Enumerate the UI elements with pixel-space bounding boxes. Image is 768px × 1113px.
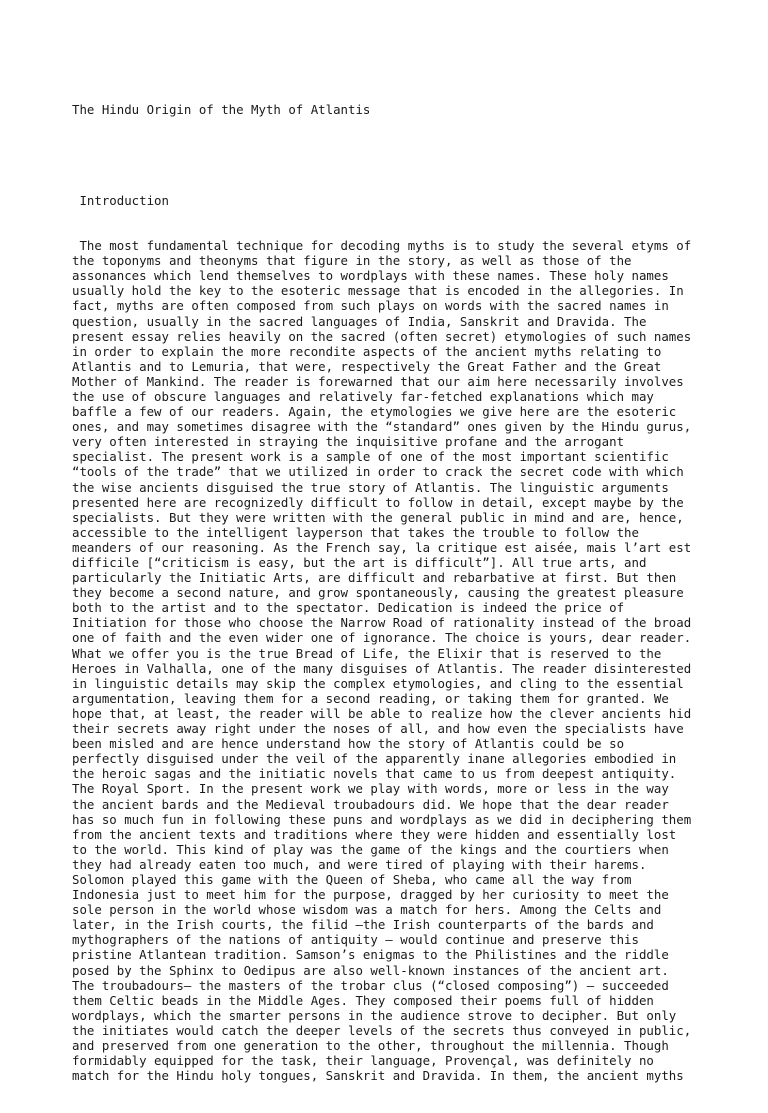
body-line: they become a second nature, and grow spontaneously, causing the greatest pleasure — [72, 585, 684, 601]
body-line: the toponyms and theonyms that figure in the story, as well as those of the — [72, 253, 632, 269]
body-line: hope that, at least, the reader will be able to realize how the clever ancients hid — [72, 705, 692, 721]
body-line: fact, myths are often composed from such plays on words with the sacred names in — [72, 298, 669, 314]
body-line: in linguistic details may skip the complex etymologies, and cling to the essential — [72, 675, 684, 691]
body-line: they had already eaten too much, and were tired of playing with their harems. — [72, 856, 647, 872]
body-line: The troubadours— the masters of the trobar clus (“closed composing”) — succeeded — [72, 977, 669, 993]
body-line: “tools of the trade” that we utilized in order to crack the secret code with which — [72, 464, 684, 480]
body-line: and preserved from one generation to the other, throughout the millennia. Though — [72, 1038, 669, 1053]
body-line: question, usually in the sacred languages of India, Sanskrit and Dravida. The — [72, 313, 647, 329]
document-text — [72, 72, 712, 1113]
body-line: been misled and are hence understand how the story of Atlantis could be so — [72, 736, 625, 752]
body-line: formidably equipped for the task, their language, Provençal, was definitely no — [72, 1053, 654, 1069]
body-line: The most fundamental technique for decoding myths is to study the several etyms of — [72, 238, 692, 254]
body-line: Heroes in Valhalla, one of the many disguises of Atlantis. The reader disinterested — [72, 660, 692, 676]
body-line: ones, and may sometimes disagree with the “standard” ones given by the Hindu gurus, — [72, 419, 692, 435]
body-line: accessible to the intelligent layperson that takes the trouble to follow the — [72, 524, 639, 540]
body-line: specialists. But they were written with the general public in mind and are, hence, — [72, 509, 684, 525]
body-line: Indonesia just to meet him for the purpose, dragged by her curiosity to meet the — [72, 887, 669, 903]
body-line: one of faith and the even wider one of ignorance. The choice is yours, dear reader. — [72, 630, 692, 646]
body-line: the use of obscure languages and relatively far-fetched explanations which may — [72, 388, 654, 404]
body-line: argumentation, leaving them for a second reading, or taking them for granted. We — [72, 690, 669, 706]
body-line: the wise ancients disguised the true story of Atlantis. The linguistic arguments — [72, 479, 669, 495]
body-line: very often interested in straying the inquisitive profane and the arrogant — [72, 434, 625, 450]
body-line: to the world. This kind of play was the game of the kings and the courtiers when — [72, 841, 669, 857]
body-line: pristine Atlantean tradition. Samson’s enigmas to the Philistines and the riddle — [72, 947, 669, 963]
body-line: posed by the Sphinx to Oedipus are also well-known instances of the ancient art. — [72, 962, 669, 978]
body-line: in order to explain the more recondite aspects of the ancient myths relating to — [72, 343, 662, 359]
body-line: later, in the Irish courts, the filid —the Irish counterparts of the bards and — [72, 917, 654, 933]
body-line: sole person in the world whose wisdom was a match for hers. Among the Celts and — [72, 902, 662, 918]
body-line: their secrets away right under the noses of all, and how even the specialists have — [72, 721, 684, 737]
body-line: usually hold the key to the esoteric message that is encoded in the allegories. In — [72, 283, 684, 299]
body-line: match for the Hindu holy tongues, Sanskrit and Dravida. In them, the ancient myths — [72, 1068, 684, 1084]
body-line: baffle a few of our readers. Again, the etymologies we give here are the esoteric — [72, 404, 677, 420]
body-line: the initiates would catch the deeper levels of the secrets thus conveyed in public, — [72, 1022, 692, 1038]
body-line: particularly the Initiatic Arts, are difficult and rebarbative at first. But then — [72, 570, 677, 586]
body-line: Mother of Mankind. The reader is forewarned that our aim here necessarily involves — [72, 373, 684, 389]
body-line: Solomon played this game with the Queen of Sheba, who came all the way from — [72, 871, 632, 887]
body-line: What we offer you is the true Bread of Life, the Elixir that is reserved to the — [72, 645, 662, 661]
body-paragraph — [72, 238, 712, 1083]
body-line: the ancient bards and the Medieval troubadours did. We hope that the dear reader — [72, 796, 669, 812]
body-line: them Celtic beads in the Middle Ages. They composed their poems full of hidden — [72, 992, 654, 1008]
body-line: assonances which lend themselves to wordplays with these names. These holy names — [72, 268, 669, 284]
body-line: both to the artist and to the spectator. Dedication is indeed the price of — [72, 600, 625, 616]
body-line: perfectly disguised under the veil of the apparently inane allegories embodied in — [72, 751, 677, 767]
body-line: The Royal Sport. In the present work we play with words, more or less in the way — [72, 781, 669, 797]
body-line: has so much fun in following these puns and wordplays as we did in deciphering them — [72, 811, 692, 827]
body-line: meanders of our reasoning. As the French say, la critique est aisée, mais l’art est — [72, 539, 692, 555]
body-line: mythographers of the nations of antiquity — would continue and preserve this — [72, 932, 639, 948]
body-line: the heroic sagas and the initiatic novels that came to us from deepest antiquity. — [72, 766, 677, 782]
body-line: Initiation for those who choose the Narrow Road of rationality instead of the broad — [72, 615, 692, 631]
document-title: The Hindu Origin of the Myth of Atlantis — [72, 102, 371, 118]
blank-line — [72, 147, 712, 162]
body-line: present essay relies heavily on the sacred (often secret) etymologies of such names — [72, 328, 692, 344]
body-line: wordplays, which the smarter persons in the audience strove to decipher. But only — [72, 1007, 677, 1023]
body-line: presented here are recognizedly difficult to follow in detail, except maybe by the — [72, 494, 684, 510]
section-heading: Introduction — [72, 192, 169, 208]
body-line: specialist. The present work is a sample of one of the most important scientific — [72, 449, 669, 465]
body-line: from the ancient texts and traditions where they were hidden and essentially lost — [72, 826, 677, 842]
body-line: Atlantis and to Lemuria, that were, respectively the Great Father and the Great — [72, 358, 662, 374]
body-line: difficile [“criticism is easy, but the art is difficult”]. All true arts, and — [72, 555, 647, 570]
